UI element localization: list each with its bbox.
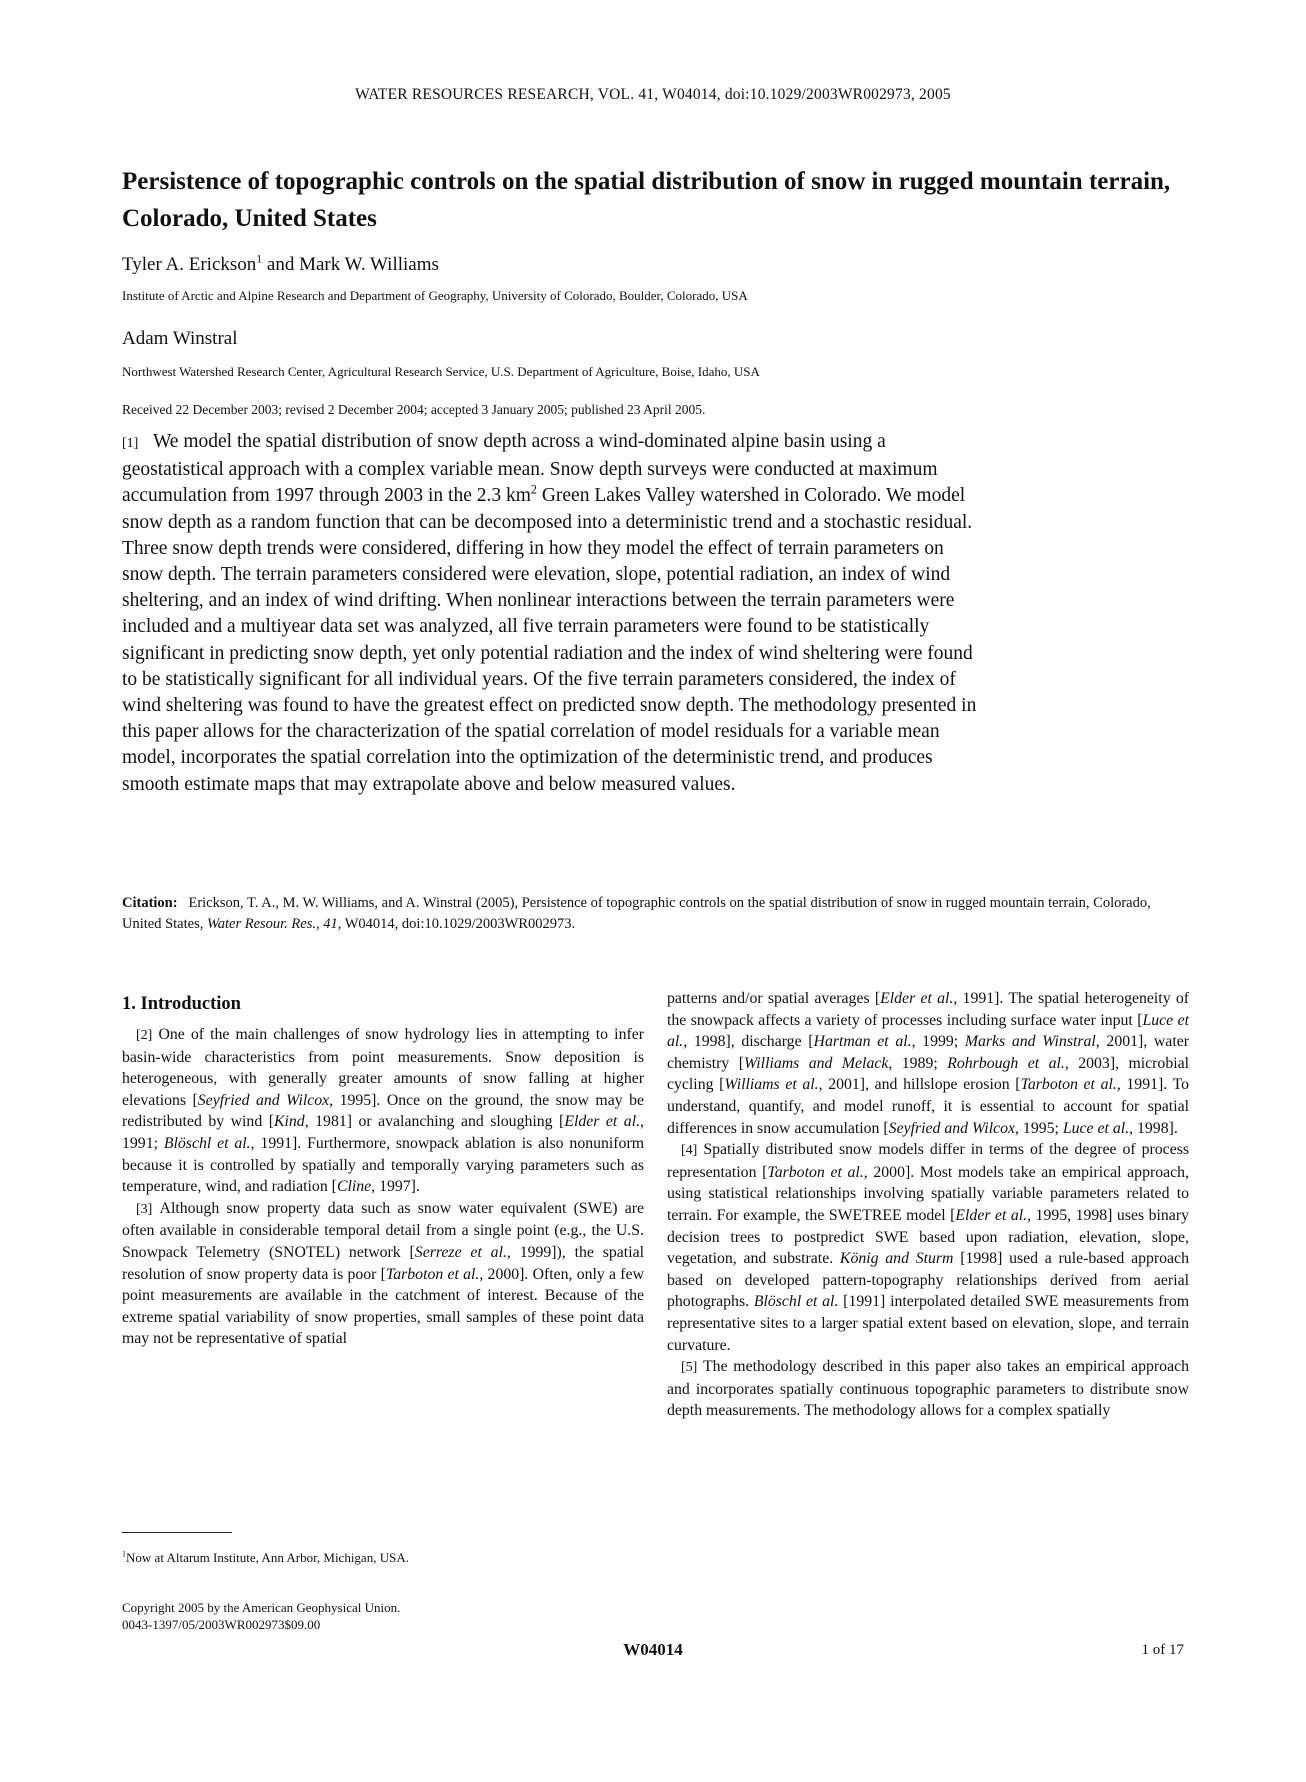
paragraph-3: [3] Although snow property data such as snow water equivalent (SWE) are often available in considerable temporal detail from a single point (e.g., the U.S. Snowpack Telemetry (SNOTEL) network [Serreze et al., 1999]), the spatial resolution of snow property data is poor [Tarboton et al., 2000]. Often, only a few point measurements are available in the catchment of interest. Because of the extreme spatial variability of snow properties, small samples of these point data may not be representative of spatial — [122, 1199, 644, 1348]
article-id-footer: W04014 — [623, 1640, 683, 1659]
reference: Luce et al. — [667, 1011, 1189, 1051]
citation-label: Citation: — [122, 895, 178, 911]
author-name: and Mark W. Williams — [262, 254, 439, 275]
abstract — [122, 429, 980, 798]
author-affiliation-2: Northwest Watershed Research Center, Agricultural Research Service, U.S. Department of Agriculture, Boise, Idaho, USA — [122, 364, 760, 379]
superscript: 2 — [530, 482, 537, 497]
reference: Blöschl et al. — [753, 1293, 839, 1311]
paragraph-4: [4] Spatially distributed snow models differ in terms of the degree of process representation [Tarboton et al., 2000]. Most models take an empirical approach, using statistical relationships involving spatially variable parameters related to terrain. For example, the SWETREE model [Elder et al., 1995, 1998] uses binary decision trees to postpredict SWE based upon radiation, elevation, slope, vegetation, and substrate. König and Sturm [1998] used a rule-based approach based on developed pattern-topography relationships derived from aerial photographs. Blöschl et al. [1991] interpolated detailed SWE measurements from representative sites to a larger spatial extent based on elevation, slope, and terrain curvature. — [667, 1141, 1190, 1354]
reference: Marks and Winstral — [964, 1033, 1096, 1051]
paragraph-5: [5] The methodology described in this paper also takes an empirical approach and incorporates spatially continuous topographic parameters to distribute snow depth measurements. The methodology allows for a complex spatially — [667, 1358, 1190, 1420]
author-affiliation-1: Institute of Arctic and Alpine Research and Department of Geography, University of Colorado, Boulder, Colorado, USA — [122, 288, 748, 303]
page-number: 1 of 17 — [1141, 1642, 1184, 1658]
left-column — [122, 992, 644, 1350]
citation: Citation: Erickson, T. A., M. W. Williams, and A. Winstral (2005), Persistence of topographic controls on the spatial distribution of snow in rugged mountain terrain, Colorado, United States, Water Resour. Res., 41, W04014, doi:10.1029/2003WR002973. — [122, 895, 1151, 932]
section-heading: 1. Introduction — [122, 994, 241, 1014]
paper-title: Persistence of topographic controls on the spatial distribution of snow in rugged mountain terrain, Colorado, United States — [122, 168, 1171, 232]
author-name: Tyler A. Erickson — [122, 254, 257, 275]
reference: Tarboton et al. — [1020, 1076, 1117, 1094]
reference: Hartman et al. — [813, 1033, 912, 1051]
reference: Blöschl et al. — [163, 1134, 251, 1152]
received-dates: Received 22 December 2003; revised 2 December 2004; accepted 3 January 2005; published 23 April 2005. — [122, 402, 706, 417]
reference: Serreze et al. — [414, 1243, 507, 1261]
footnote-marker: 1 — [122, 1549, 127, 1559]
reference: Tarboton et al. — [385, 1265, 480, 1283]
reference: Rohrbough et al. — [947, 1054, 1065, 1072]
running-head: WATER RESOURCES RESEARCH, VOL. 41, W04014, doi:10.1029/2003WR002973, 2005 — [355, 86, 951, 103]
abstract-text: We model the spatial distribution of snow depth across a wind-dominated alpine basin using a geostatistical approach with a complex variable mean. Snow depth surveys were conducted at maximum accumulation from 1997 through 2003 in the 2.3 km — [122, 431, 938, 507]
paragraph-3-continued: patterns and/or spatial averages [Elder et al., 1991]. The spatial heterogeneity of the snowpack affects a variety of processes including surface water input [Luce et al., 1998], discharge [Hartman et al., 1999; Marks and Winstral, 2001], water chemistry [Williams and Melack, 1989; Rohrbough et al., 2003], microbial cycling [Williams et al., 2001], and hillslope erosion [Tarboton et al., 1991]. To understand, quantify, and model runoff, it is essential to account for spatial differences in snow accumulation [Seyfried and Wilcox, 1995; Luce et al., 1998]. — [667, 990, 1190, 1137]
copyright-line: Copyright 2005 by the American Geophysical Union. — [122, 1600, 401, 1615]
paragraph-2: [2] One of the main challenges of snow hydrology lies in attempting to infer basin-wide characteristics from point measurements. Snow deposition is heterogeneous, with generally greater amounts of snow falling at higher elevations [Seyfried and Wilcox, 1995]. Once on the ground, the snow may be redistributed by wind [Kind, 1981] or avalanching and sloughing [Elder et al., 1991; Blöschl et al., 1991]. Furthermore, snowpack ablation is also nonuniform because it is controlled by spatially and temporally varying parameters such as temperature, wind, and radiation [Cline, 1997]. — [122, 1026, 645, 1196]
copyright-notice — [122, 1599, 400, 1633]
reference: Elder et al. — [880, 990, 954, 1007]
reference: Williams et al. — [724, 1076, 819, 1094]
reference: Seyfried and Wilcox — [197, 1091, 330, 1109]
footnote-marker: 1 — [256, 252, 263, 266]
author-line-1 — [122, 254, 439, 276]
footnote-text: Now at Altarum Institute, Ann Arbor, Michigan, USA. — [126, 1550, 409, 1565]
reference: Luce et al. — [1062, 1119, 1130, 1137]
reference: Elder et al. — [955, 1206, 1028, 1224]
reference: Williams and Melack — [744, 1054, 889, 1072]
issn-line: 0043-1397/05/2003WR002973$09.00 — [122, 1617, 321, 1632]
footnote-divider — [122, 1532, 232, 1533]
reference: Seyfried and Wilcox — [888, 1119, 1016, 1137]
reference: Kind — [273, 1113, 305, 1131]
paragraph-number: [1] — [122, 436, 139, 451]
reference: Elder et al. — [564, 1113, 641, 1131]
reference: König and Sturm — [839, 1250, 954, 1268]
reference: Cline — [336, 1178, 372, 1196]
footnote — [122, 1550, 409, 1566]
reference: Tarboton et al. — [767, 1163, 864, 1181]
author-line-2: Adam Winstral — [122, 328, 238, 349]
abstract-text: Green Lakes Valley watershed in Colorado. We model snow depth as a random function that can be decomposed into a deterministic trend and a stochastic residual. Three snow depth trends were considered, differing in how they model the effect of terrain parameters on snow depth. The terrain parameters considered were elevation, slope, potential radiation, an index of wind sheltering, and an index of wind drifting. When nonlinear interactions between the terrain parameters were included and a multiyear data set was analyzed, all five terrain parameters were found to be statistically significant in predicting snow depth, yet only potential radiation and the index of wind sheltering were found to be statistically significant for all individual years. Of the five terrain parameters considered, the index of wind sheltering was found to have the greatest effect on predicted snow depth. The methodology presented in this paper allows for the characterization of the spatial correlation of model residuals for a variable mean model, incorporates the spatial correlation into the optimization of the deterministic trend, and produces smooth estimate maps that may extrapolate above and below measured values. — [122, 485, 977, 795]
right-column — [667, 988, 1189, 1422]
journal-name: Water Resour. Res., 41, — [206, 916, 342, 932]
